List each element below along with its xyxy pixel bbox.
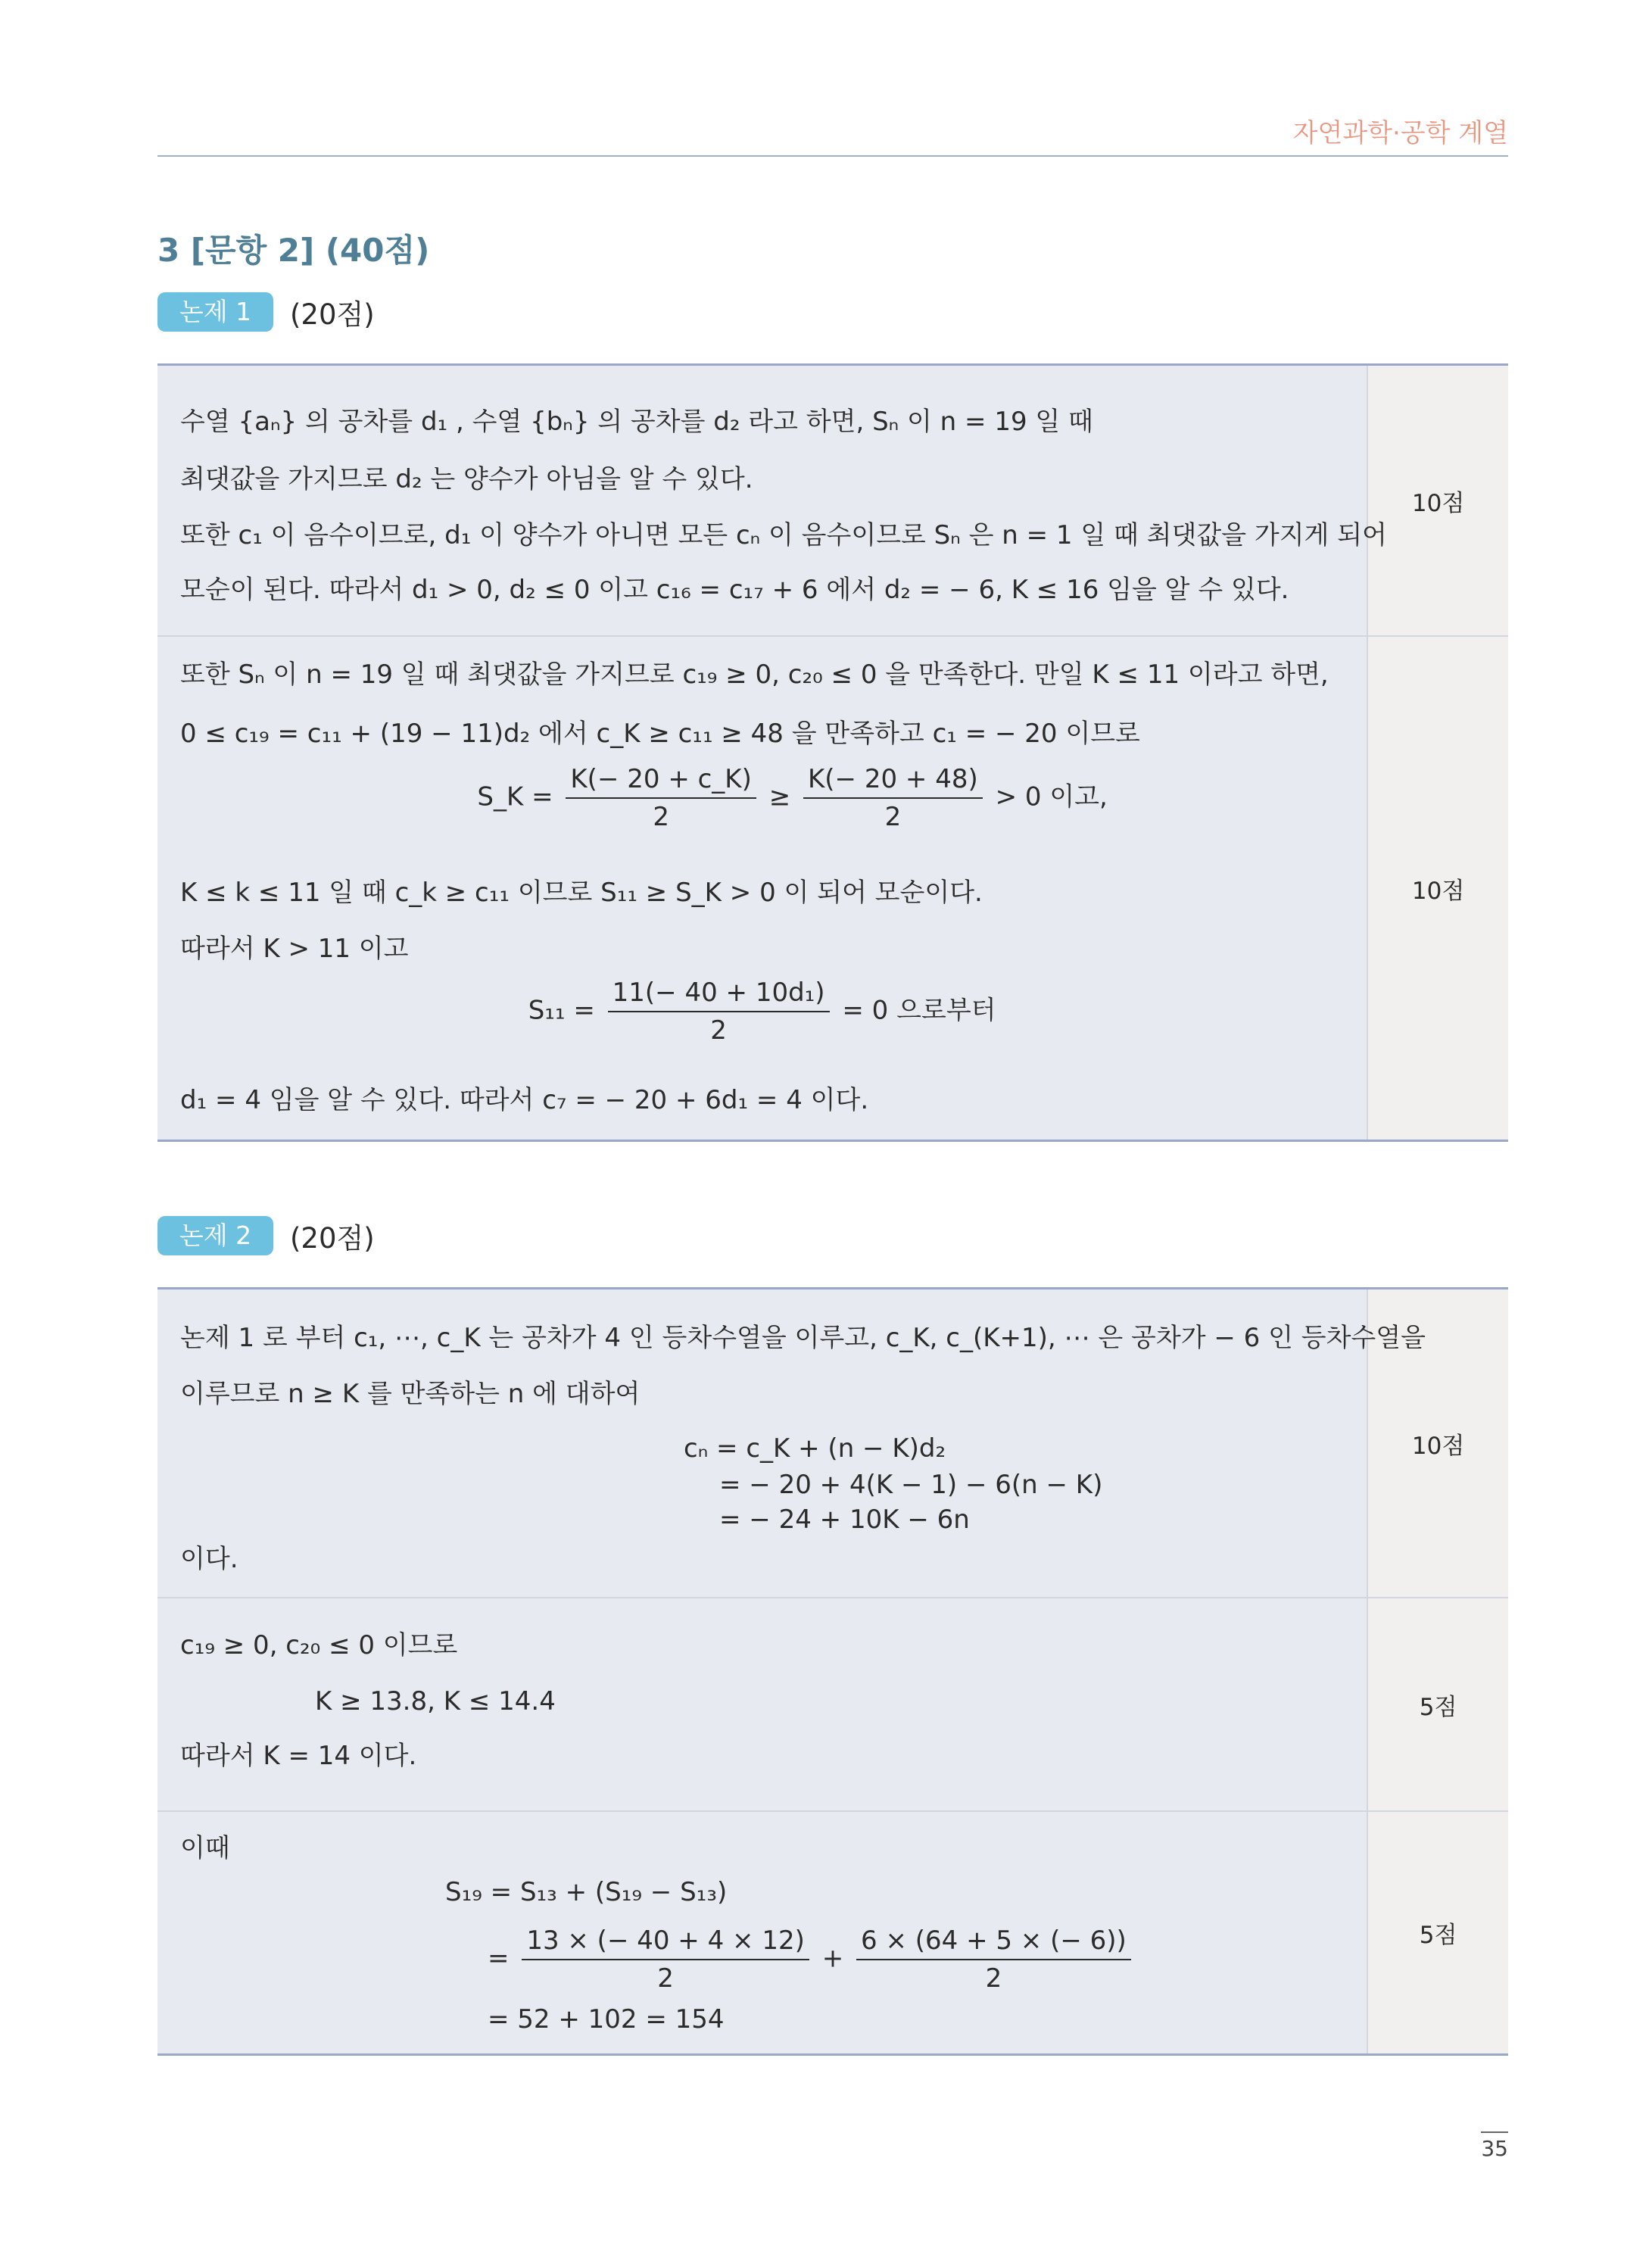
equation-line: cₙ = c_K + (n − K)d₂ bbox=[684, 1433, 946, 1464]
part1-row-2 bbox=[157, 637, 1508, 1140]
solution-line: 이다. bbox=[180, 1544, 238, 1574]
part1-row-2-content bbox=[157, 637, 1367, 1140]
eq-operator: + bbox=[821, 1943, 844, 1974]
denominator: 2 bbox=[710, 1015, 727, 1046]
denominator: 2 bbox=[884, 802, 902, 832]
solution-line: 모순이 된다. 따라서 d₁ > 0, d₂ ≤ 0 이고 c₁₆ = c₁₇ + 6 에서 d₂ = − 6, K ≤ 16 임을 알 수 있다. bbox=[180, 575, 1289, 605]
part2-badge: 논제 2 bbox=[157, 1216, 273, 1255]
solution-line: 수열 {aₙ} 의 공차를 d₁ , 수열 {bₙ} 의 공차를 d₂ 라고 하면, Sₙ 이 n = 19 일 때 bbox=[180, 407, 1093, 437]
solution-line: c₁₉ ≥ 0, c₂₀ ≤ 0 이므로 bbox=[180, 1630, 458, 1660]
equation-line: = − 20 + 4(K − 1) − 6(n − K) bbox=[719, 1470, 1103, 1500]
fraction bbox=[856, 1924, 1131, 1995]
part1-badge: 논제 1 bbox=[157, 292, 273, 332]
solution-line: K ≤ k ≤ 11 일 때 c_k ≥ c₁₁ 이므로 S₁₁ ≥ S_K > 0 이 되어 모순이다. bbox=[180, 878, 983, 908]
numerator: 6 × (64 + 5 × (− 6)) bbox=[856, 1924, 1131, 1960]
eq-lhs: S_K = bbox=[477, 781, 553, 812]
equation-line: = 52 + 102 = 154 bbox=[488, 2004, 725, 2035]
score-cell: 10점 bbox=[1367, 637, 1508, 1140]
eq-operator: = bbox=[488, 1943, 510, 1974]
part2-row-3-content bbox=[157, 1812, 1367, 2053]
part2-row-2-content bbox=[157, 1598, 1367, 1810]
header-rule bbox=[157, 155, 1508, 157]
numerator: K(− 20 + c_K) bbox=[566, 762, 756, 799]
question-title: 3 [문항 2] (40점) bbox=[157, 232, 430, 269]
numerator: 11(− 40 + 10d₁) bbox=[608, 976, 830, 1012]
part1-heading bbox=[157, 292, 375, 332]
part2-heading bbox=[157, 1215, 375, 1256]
eq-operator: ≥ bbox=[768, 781, 791, 812]
solution-line: d₁ = 4 임을 알 수 있다. 따라서 c₇ = − 20 + 6d₁ = 4 이다. bbox=[180, 1085, 869, 1115]
eq-tail: = 0 으로부터 bbox=[842, 995, 996, 1026]
part2-row-3 bbox=[157, 1812, 1508, 2053]
numerator: K(− 20 + 48) bbox=[803, 762, 983, 799]
page-number: 35 bbox=[1481, 2131, 1508, 2161]
solution-line: 최댓값을 가지므로 d₂ 는 양수가 아님을 알 수 있다. bbox=[180, 464, 753, 494]
part2-row-1 bbox=[157, 1289, 1508, 1598]
part1-points: (20점) bbox=[290, 298, 375, 331]
fraction bbox=[608, 976, 830, 1047]
part2-points: (20점) bbox=[290, 1222, 375, 1255]
denominator: 2 bbox=[985, 1963, 1002, 1994]
solution-line: 따라서 K > 11 이고 bbox=[180, 934, 409, 964]
equation-line: K ≥ 13.8, K ≤ 14.4 bbox=[315, 1686, 556, 1717]
eq-lhs: S₁₁ = bbox=[528, 995, 595, 1026]
part2-table bbox=[157, 1287, 1508, 2056]
part1-row-1 bbox=[157, 366, 1508, 637]
fraction bbox=[522, 1924, 809, 1995]
solution-line: 또한 c₁ 이 음수이므로, d₁ 이 양수가 아니면 모든 cₙ 이 음수이므로 Sₙ 은 n = 1 일 때 최댓값을 가지게 되어 bbox=[180, 520, 1387, 550]
score-cell: 5점 bbox=[1367, 1598, 1508, 1810]
denominator: 2 bbox=[657, 1963, 674, 1994]
part2-row-2 bbox=[157, 1598, 1508, 1812]
part1-table bbox=[157, 363, 1508, 1142]
score-cell: 5점 bbox=[1367, 1812, 1508, 2053]
score-cell: 10점 bbox=[1367, 366, 1508, 635]
solution-line: 0 ≤ c₁₉ = c₁₁ + (19 − 11)d₂ 에서 c_K ≥ c₁₁ ≥ 48 을 만족하고 c₁ = − 20 이므로 bbox=[180, 719, 1140, 749]
numerator: 13 × (− 40 + 4 × 12) bbox=[522, 1924, 809, 1960]
equation-line: S₁₉ = S₁₃ + (S₁₉ − S₁₃) bbox=[445, 1877, 728, 1907]
eq-tail: > 0 이고, bbox=[995, 781, 1108, 812]
equation-fraction-line bbox=[488, 1924, 1136, 1995]
equation-line: = − 24 + 10K − 6n bbox=[719, 1505, 970, 1535]
header-category: 자연과학·공학 계열 bbox=[1292, 118, 1508, 148]
equation-sk bbox=[157, 762, 1367, 834]
score-cell: 10점 bbox=[1367, 1289, 1508, 1597]
fraction bbox=[803, 762, 983, 834]
fraction bbox=[566, 762, 756, 834]
solution-line: 이때 bbox=[180, 1833, 230, 1863]
part1-row-1-content bbox=[157, 366, 1387, 635]
part2-row-1-content bbox=[157, 1289, 1426, 1597]
denominator: 2 bbox=[653, 802, 669, 832]
equation-s11 bbox=[157, 976, 1367, 1047]
solution-line: 따라서 K = 14 이다. bbox=[180, 1741, 417, 1771]
solution-line: 또한 Sₙ 이 n = 19 일 때 최댓값을 가지므로 c₁₉ ≥ 0, c₂₀ ≤ 0 을 만족한다. 만일 K ≤ 11 이라고 하면, bbox=[180, 660, 1329, 690]
solution-line: 논제 1 로 부터 c₁, ⋯, c_K 는 공차가 4 인 등차수열을 이루고, c_K, c_(K+1), ⋯ 은 공차가 − 6 인 등차수열을 bbox=[180, 1323, 1426, 1353]
solution-line: 이루므로 n ≥ K 를 만족하는 n 에 대하여 bbox=[180, 1379, 641, 1409]
